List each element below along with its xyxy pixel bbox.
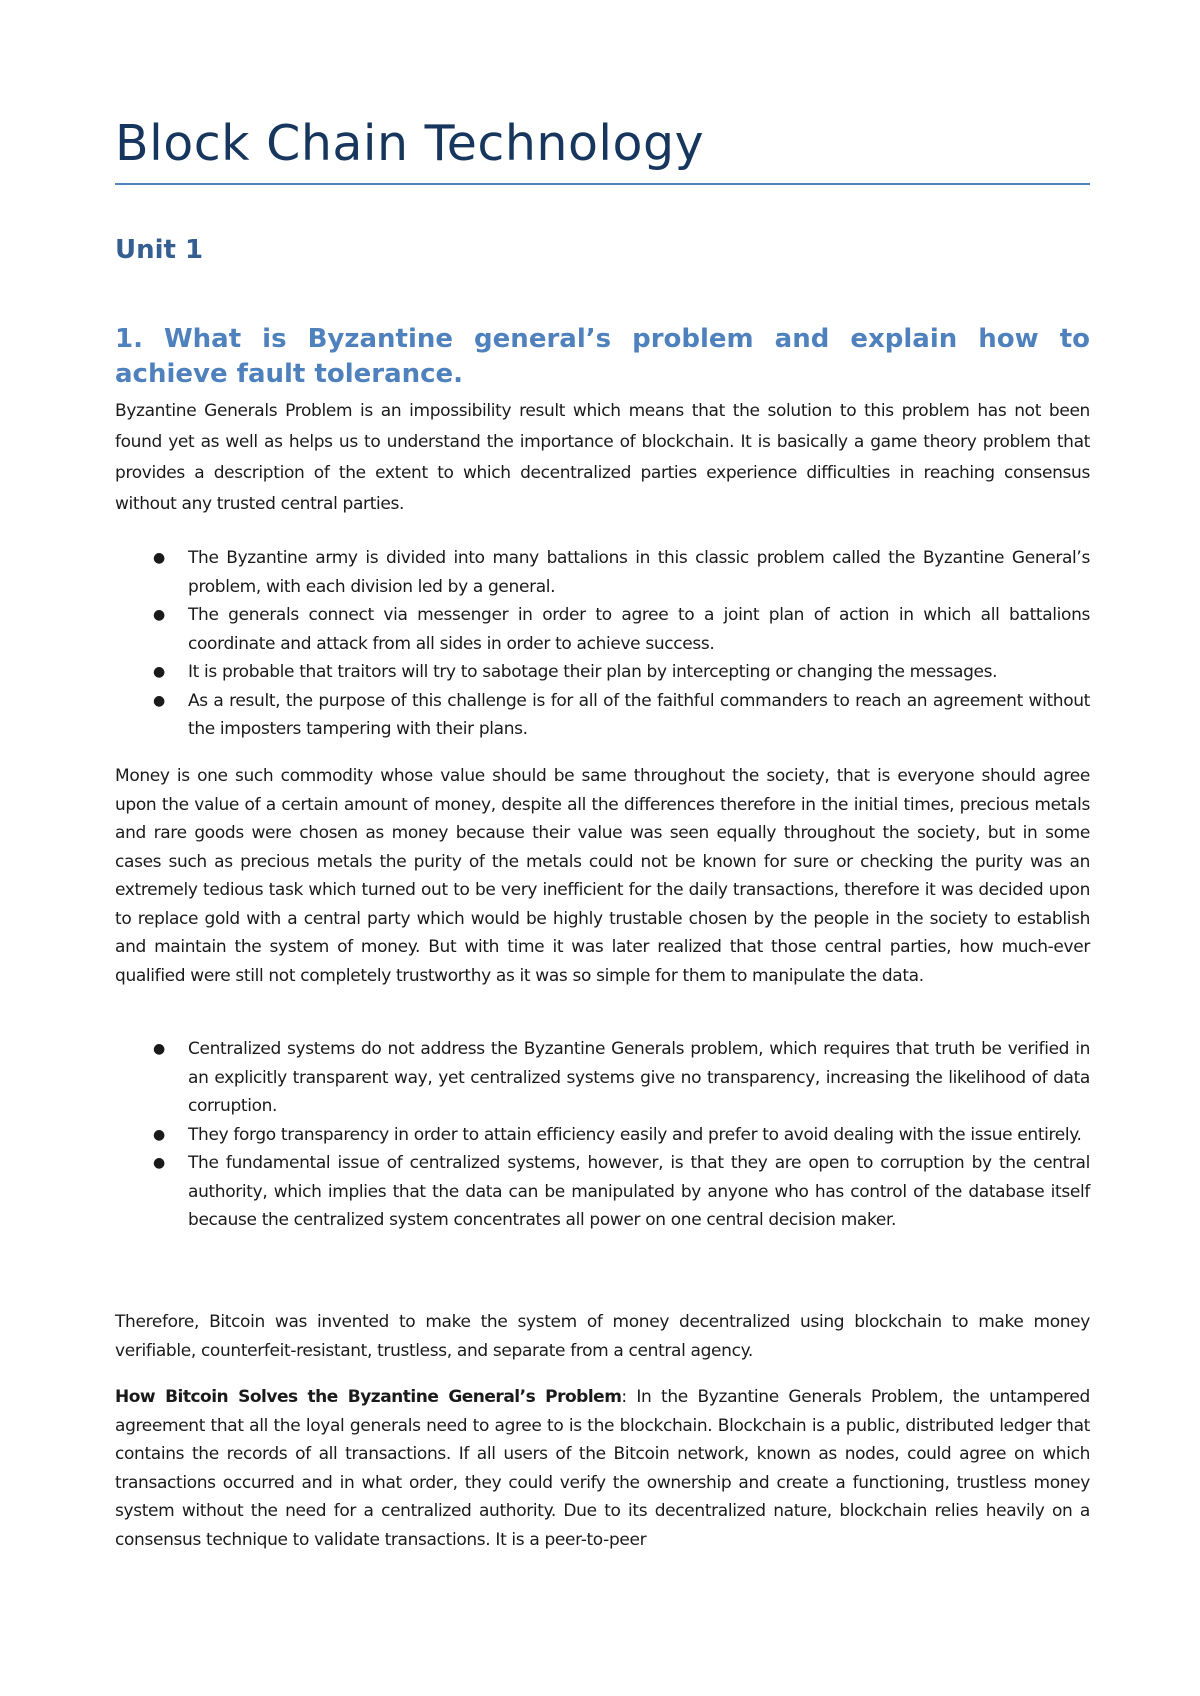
list-item <box>115 601 1090 658</box>
list-item <box>115 1149 1090 1235</box>
how-bitcoin-label: How Bitcoin Solves the Byzantine General’s Problem <box>115 1387 622 1407</box>
bullet-icon: ● <box>153 1126 165 1143</box>
bullet-icon: ● <box>153 1155 165 1171</box>
centralized-systems-list <box>115 1035 1090 1235</box>
list-item <box>115 1035 1090 1121</box>
document-title: Block Chain Technology <box>115 115 705 172</box>
title-underline-rule <box>115 183 1090 185</box>
bullet-icon: ● <box>153 607 165 623</box>
intro-paragraph: Byzantine Generals Problem is an impossibility result which means that the solution to this problem has not been found yet as well as helps us to understand the importance of blockchain. It is basically a game theory problem that provides a description of the extent to which decentralized parties experience difficulties in reaching consensus without any trusted central parties. <box>115 401 1090 514</box>
question-heading: 1. What is Byzantine general’s problem and explain how to achieve fault tolerance. <box>115 324 1090 389</box>
money-paragraph: Money is one such commodity whose value should be same throughout the society, that is everyone should agree upon the value of a certain amount of money, despite all the differences therefore in the initial times, precious metals and rare goods were chosen as money because their value was seen equally throughout the society, but in some cases such as precious metals the purity of the metals could not be known for sure or checking the purity was an extremely tedious task which turned out to be very inefficient for the daily transactions, therefore it was decided upon to replace gold with a central party which would be highly trustable chosen by the people in the society to establish and maintain the system of money. But with time it was later realized that those central parties, how much-ever qualified were still not completely trustworthy as it was so simple for them to manipulate the data. <box>115 766 1090 986</box>
byzantine-army-list <box>115 544 1090 744</box>
list-item <box>115 658 1090 687</box>
list-item-text: As a result, the purpose of this challenge is for all of the faithful commanders to reach an agreement without the imposters tampering with their plans. <box>188 690 1090 739</box>
list-item-text: Centralized systems do not address the Byzantine Generals problem, which requires that truth be verified in an explicitly transparent way, yet centralized systems give no transparency, increasing the likelihood of data corruption. <box>188 1039 1090 1116</box>
how-bitcoin-paragraph <box>115 1383 1090 1554</box>
list-item <box>115 687 1090 744</box>
bullet-icon: ● <box>153 692 165 709</box>
list-item-text: The Byzantine army is divided into many battalions in this classic problem called the Byzantine General’s problem, with each division led by a general. <box>188 548 1090 597</box>
how-bitcoin-text: : In the Byzantine Generals Problem, the untampered agreement that all the loyal generals need to agree to is the blockchain. Blockchain is a public, distributed ledger that contains the records of all transactions. If all users of the Bitcoin network, known as nodes, could agree on which transactions occurred and in what order, they could verify the ownership and create a functioning, trustless money system without the need for a centralized authority. Due to its decentralized nature, blockchain relies heavily on a consensus technique to validate transactions. It is a peer-to-peer <box>115 1387 1090 1550</box>
list-item-text: The fundamental issue of centralized systems, however, is that they are open to corruption by the central authority, which implies that the data can be manipulated by anyone who has control of the database itself because the centralized system concentrates all power on one central decision maker. <box>188 1153 1090 1230</box>
list-item-text: They forgo transparency in order to attain efficiency easily and prefer to avoid dealing with the issue entirely. <box>188 1124 1082 1145</box>
bullet-icon: ● <box>153 550 165 566</box>
unit-heading: Unit 1 <box>115 235 204 265</box>
list-item-text: The generals connect via messenger in order to agree to a joint plan of action in which all battalions coordinate and attack from all sides in order to achieve success. <box>188 605 1090 654</box>
therefore-paragraph: Therefore, Bitcoin was invented to make the system of money decentralized using blockchain to make money verifiable, counterfeit-resistant, trustless, and separate from a central agency. <box>115 1312 1090 1361</box>
bullet-icon: ● <box>153 1041 165 1057</box>
bullet-icon: ● <box>153 664 165 680</box>
list-item-text: It is probable that traitors will try to sabotage their plan by intercepting or changing the messages. <box>188 662 998 682</box>
list-item <box>115 544 1090 601</box>
list-item <box>115 1121 1090 1150</box>
